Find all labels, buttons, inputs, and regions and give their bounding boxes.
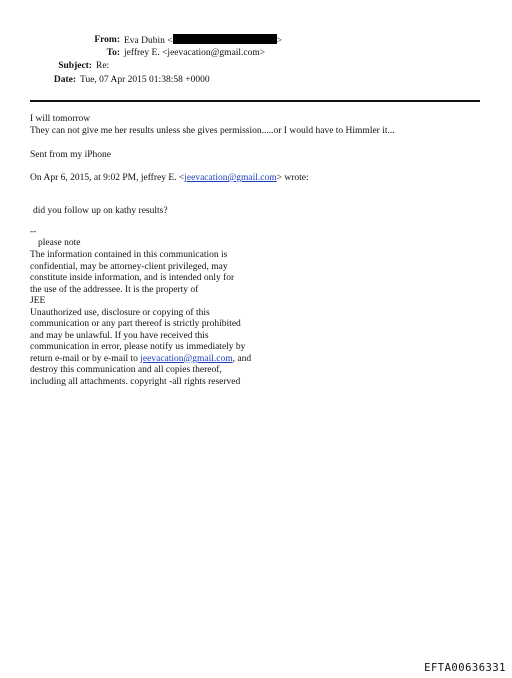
- from-value: [124, 34, 282, 47]
- body-line-1: I will tomorrow: [30, 114, 91, 124]
- date-label: Date:: [53, 75, 76, 85]
- signature-dashes: --: [30, 227, 37, 237]
- quote-attribution: [30, 173, 309, 185]
- notify-email-link[interactable]: jeevacation@gmail.com: [140, 353, 233, 364]
- disclaimer-notify-line: [30, 354, 251, 366]
- quote-email-link[interactable]: jeevacation@gmail.com: [184, 173, 277, 183]
- disclaimer-line: The information contained in this communication is: [30, 250, 228, 260]
- disclaimer-line: constitute inside information, and is intended only for: [30, 273, 235, 283]
- from-name: Eva Dubin <: [124, 36, 173, 46]
- disclaimer-line: JEE: [30, 296, 46, 306]
- header-divider: [30, 100, 480, 102]
- disclaimer-line: the use of the addressee. It is the property of: [30, 284, 199, 295]
- quote-suffix: > wrote:: [276, 173, 309, 183]
- from-tail: >: [276, 36, 282, 46]
- bates-number: EFTA00636331: [424, 662, 506, 674]
- from-label: From:: [94, 35, 120, 45]
- disclaimer-line: communication or any part thereof is strictly prohibited: [30, 319, 241, 329]
- disclaimer-line: confidential, may be attorney-client privileged, may: [30, 261, 228, 272]
- disclaimer-line: Unauthorized use, disclosure or copying of this: [30, 307, 210, 318]
- notify-prefix: return e-mail or by e-mail to: [30, 353, 141, 364]
- disclaimer-line: communication in error, please notify us immediately by: [30, 342, 246, 352]
- to-row: [0, 47, 512, 59]
- disclaimer-line: and may be unlawful. If you have received this: [30, 330, 209, 341]
- to-label: To:: [106, 48, 120, 58]
- redaction-box: [173, 34, 277, 44]
- body-line-2: They can not give me her results unless she gives permission.....or I would have to Himmler it...: [30, 126, 395, 136]
- from-row: [0, 34, 512, 46]
- disclaimer-heading: please note: [38, 238, 81, 248]
- quoted-message: did you follow up on kathy results?: [33, 206, 168, 216]
- date-row: [0, 74, 512, 86]
- disclaimer-line: including all attachments. copyright -all rights reserved: [30, 376, 241, 387]
- subject-row: [0, 60, 512, 72]
- date-value: Tue, 07 Apr 2015 01:38:58 +0000: [80, 75, 210, 85]
- to-value: jeffrey E. <jeevacation@gmail.com>: [124, 48, 266, 58]
- notify-suffix: , and: [232, 353, 252, 364]
- subject-value: Re:: [96, 61, 110, 71]
- subject-label: Subject:: [58, 61, 92, 71]
- email-header: [0, 34, 512, 90]
- mobile-signature: Sent from my iPhone: [30, 150, 112, 160]
- disclaimer-line: destroy this communication and all copies thereof,: [30, 365, 222, 375]
- quote-prefix: On Apr 6, 2015, at 9:02 PM, jeffrey E. <: [30, 173, 185, 183]
